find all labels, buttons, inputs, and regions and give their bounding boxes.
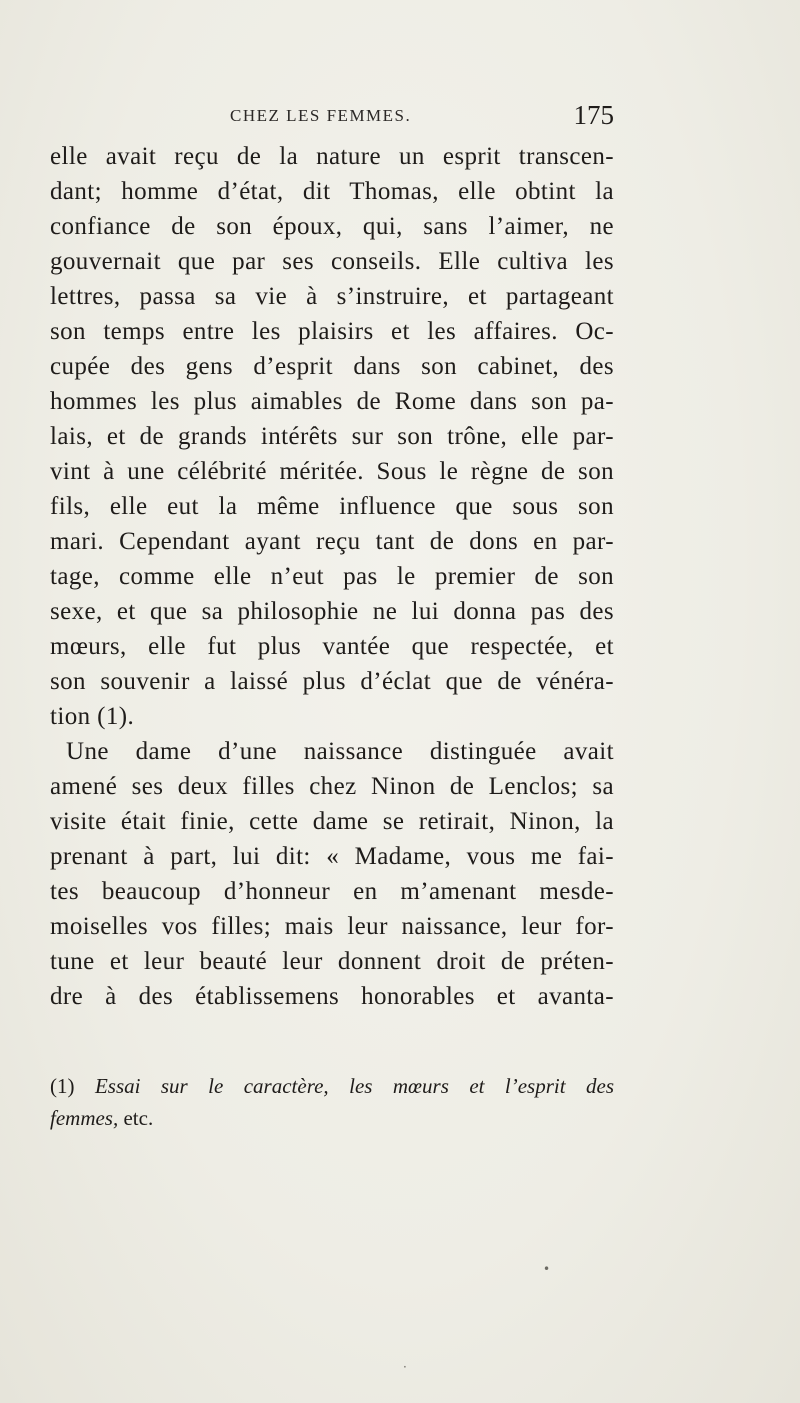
text-line: son souvenir a laissé plus d’éclat que de vénéra-: [50, 668, 614, 695]
text-line: hommes les plus aimables de Rome dans son pa-: [50, 388, 614, 415]
text-line: cupée des gens d’esprit dans son cabinet, des: [50, 353, 614, 380]
text-line: tion (1).: [50, 703, 135, 730]
text-line: prenant à part, lui dit: « Madame, vous me fai-: [50, 843, 614, 870]
text-line: tune et leur beauté leur donnent droit de préten-: [50, 948, 614, 975]
text-line: sexe, et que sa philosophie ne lui donna pas des: [50, 598, 614, 625]
text-line: Une dame d’une naissance distinguée avait: [66, 738, 614, 765]
body-text: [50, 139, 614, 1014]
text-line: son temps entre les plaisirs et les affaires. Oc-: [50, 318, 614, 345]
text-line: dre à des établissemens honorables et avanta-: [50, 983, 614, 1010]
footnote-line: [50, 1070, 614, 1102]
text-line: dant; homme d’état, dit Thomas, elle obtint la: [50, 178, 614, 205]
text-line: confiance de son époux, qui, sans l’aimer, ne: [50, 213, 614, 240]
page-header: [50, 100, 614, 140]
footnote-line: [50, 1102, 614, 1134]
text-line: visite était finie, cette dame se retirait, Ninon, la: [50, 808, 614, 835]
text-line: tage, comme elle n’eut pas le premier de son: [50, 563, 614, 590]
text-line: elle avait reçu de la nature un esprit transcen-: [50, 143, 614, 170]
paper-speck: ·: [403, 1360, 407, 1374]
footnote: [50, 1070, 614, 1134]
page-number: 175: [573, 100, 614, 130]
footnote-title-part-2: femmes,: [50, 1106, 119, 1130]
footnote-title-part-1: Essai sur le caractère, les mœurs et l’esprit des: [94, 1074, 614, 1098]
text-line: lais, et de grands intérêts sur son trône, elle par-: [50, 423, 614, 450]
text-line: mœurs, elle fut plus vantée que respectée, et: [50, 633, 614, 660]
text-line: tes beaucoup d’honneur en m’amenant mesde-: [50, 878, 614, 905]
text-line: gouvernait que par ses conseils. Elle cultiva les: [50, 248, 614, 275]
text-line: amené ses deux filles chez Ninon de Lenclos; sa: [50, 773, 614, 800]
text-line: lettres, passa sa vie à s’instruire, et partageant: [50, 283, 614, 310]
text-line: fils, elle eut la même influence que sous son: [50, 493, 614, 520]
footnote-tail: etc.: [123, 1106, 154, 1130]
paper-speck: •: [543, 1262, 551, 1276]
text-line: mari. Cependant ayant reçu tant de dons en par-: [50, 528, 614, 555]
footnote-mark: (1): [50, 1074, 75, 1098]
text-line: vint à une célébrité méritée. Sous le règne de son: [50, 458, 614, 485]
text-line: moiselles vos filles; mais leur naissance, leur for-: [50, 913, 614, 940]
running-head: CHEZ LES FEMMES.: [230, 106, 412, 125]
